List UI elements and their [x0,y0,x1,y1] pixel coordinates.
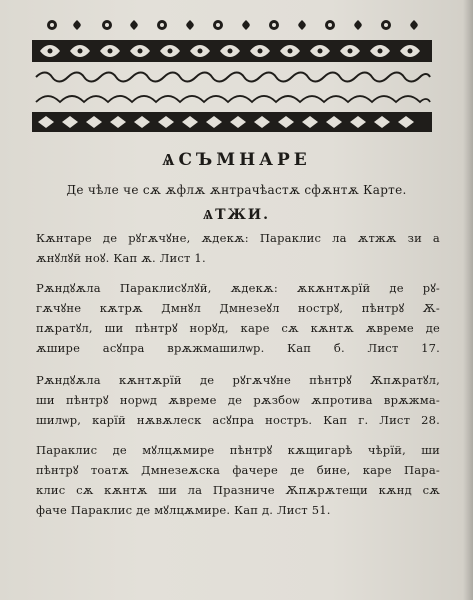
contents-entry-3 [36,370,440,430]
entry-line: шилѡр, карїй нѫвѫлеск асꙋпра ностръ. Кап г. Лист 28. [36,413,440,427]
entry-line: пѣнтрꙋ тоатѫ Дмнезеѫска фачере де бине, каре Пара- [36,463,440,477]
page-title: ѦСЪМНАРЕ [162,150,311,170]
ornament-row-4 [32,92,432,106]
entry-line: Рѫндꙋѫла Параклисꙋлꙋй, ѫдекѫ: ѫкѫнтѫрїй де рꙋ- [36,281,440,295]
entry-line: пѫратꙋл, ши пѣнтрꙋ норꙋд, каре сѫ кѫнтѫ ѫвреме де [36,321,440,335]
leaf-border-icon [32,112,432,132]
scroll-border-icon [32,70,432,84]
entry-line: фаче Параклис де мꙋлцѫмире. Кап д. Лист 51. [36,503,331,517]
floral-border-icon [32,40,432,62]
entry-line: клис сѫ кѫнтѫ ши ла Празниче Ѫпѫрѫтещи кѫнд сѫ [36,483,440,497]
entry-line: ѫнꙋлꙋй ноꙋ. Кап ѫ. Лист 1. [36,251,206,265]
ornament-row-2 [32,40,432,62]
page-subtitle: Де чѣле че сѫ ѫфлѫ ѫнтрачѣастѫ сфѫнтѫ Карте. [66,183,407,197]
section-heading: ѦТЖИ. [203,207,270,223]
entry-line: Рѫндꙋѫла кѫнтѫрїй де рꙋгѫчꙋне пѣнтрꙋ Ѫпѫратꙋл, [36,373,440,387]
wave-border-icon [32,92,432,106]
contents-entry-1 [36,228,440,268]
entry-line: гѫчꙋне кѫтрѫ Дмнꙋл Дмнезеꙋл нострꙋ, пѣнтрꙋ Ѫ- [36,301,440,315]
rosette-ornament-icon [32,18,432,32]
page-gutter-shadow [463,0,473,600]
entry-line: ши пѣнтрꙋ норѡд ѫвреме де рѫзбоѡ ѫпротива врѫжма- [36,393,440,407]
contents-entry-2 [36,278,440,358]
entry-line: ѫшире асꙋпра врѫжмашилѡр. Кап б. Лист 17. [36,341,440,355]
contents-entry-4 [36,440,440,520]
ornament-row-5 [32,112,432,132]
entry-line: Кѫнтаре де рꙋгѫчꙋне, ѫдекѫ: Параклис ла ѫтжѫ зи а [36,231,440,245]
ornament-row-3 [32,70,432,84]
entry-line: Параклис де мꙋлцѫмире пѣнтрꙋ кѫщигарѣ чѣрїй, ши [36,443,440,457]
ornament-row-1 [32,18,432,32]
